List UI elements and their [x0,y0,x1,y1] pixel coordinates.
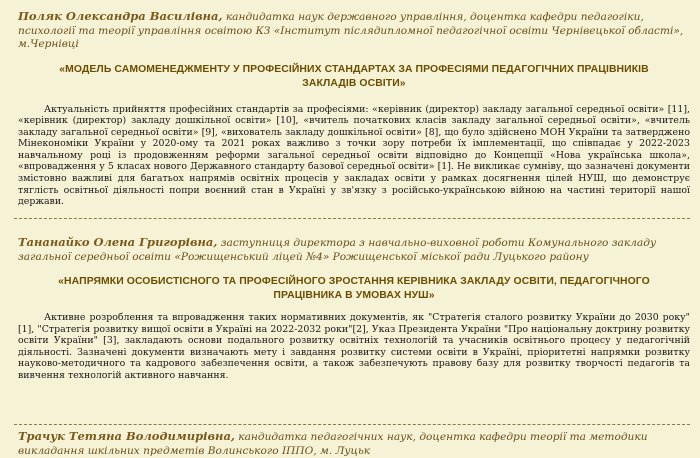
separator [14,218,690,219]
article-title: «НАПРЯМКИ ОСОБИСТІСНОГО ТА ПРОФЕСІЙНОГО ЗРОСТАННЯ КЕРІВНИКА ЗАКЛАДУ ОСВІТИ, ПЕДАГОГІЧНОГО ПРАЦІВНИКА В УМОВАХ НУШ» [58,276,650,301]
author-affiliation: кандидатка педагогічних наук, доцентка кафедри теорії та методики викладання шкільних предметів Волинського ІППО, м. Луцьк [18,431,648,457]
author-line [18,10,690,52]
article-abstract: Актуальність прийняття професійних стандартів за професіями: «керівник (директор) закладу загальної середньої освіти» [11], «керівник (директор) закладу дошкільної освіти» [10], «вчитель початкових класів закладу загальної середньої освіти», «вчитель закладу загальної середньої освіти» [9], «вихователь закладу дошкільної освіти» [8], що було здійснено МОН України та затверджено Мінекономіки України у 2020-ому та 2021 роках важливо з точки зору потреби їх імплементації, що співпадає у 2022-2023 навчальному році із продовженням реформи загальної середньої освіти відповідно до Концепції «Нова українська школа», «впровадження у 5 класах нового Державного стандарту базової середньої освіти» [1]. Не викликає сумніву, що зазначені документи змістовно важливі для багатьох напрямів освітніх процесів у закладах освіти у рамках досягнення цілей НУШ, що демонструє тяглість освітньої діяльності попри воєнний стан в Україні у зв'язку з російсько-українською війною на частині території нашої держави. [18,103,690,208]
author-line [18,430,690,458]
author-name: Трачук Тетяна Володимирівна, [18,429,235,443]
entry-polyak [18,10,690,208]
author-line [18,236,690,264]
article-title: «МОДЕЛЬ САМОМЕНЕДЖМЕНТУ У ПРОФЕСІЙНИХ СТАНДАРТАХ ЗА ПРОФЕСІЯМИ ПЕДАГОГІЧНИХ ПРАЦІВНИКІВ ЗАКЛАДІВ ОСВІТИ» [59,63,649,89]
entry-trachuk [18,430,690,458]
separator [14,424,690,425]
author-name: Тананайко Олена Григорівна, [18,235,218,249]
author-name: Поляк Олександра Василівна, [18,9,223,23]
author-affiliation: кандидатка наук державного управління, доцентка кафедри педагогіки, психології та теорії управління освітою КЗ «Інститут післядипломної педагогічної освіти Чернівецької області», м.Чернівці [18,11,684,50]
entry-tananaiko [18,236,690,382]
article-abstract: Активне розроблення та впровадження таких нормативних документів, як "Стратегія сталого розвитку України до 2030 року"[1], "Стратегія розвитку вищої освіти в Україні на 2022-2032 роки"[2], Указ Президента України "Про національну доктрину розвитку освіти України" [3], закладають основи подального розвитку освітніх технологій та учасників освітнього процесу у педагогічній діяльності. Зазначені документи визначають мету і завдання розвитку системи освіти в Україні, пріоритетні напрямки розвитку науково-методичного та кадрового забезпечення освіти, а також забезпечують правову базу для розвитку творчості педагогів та вивчення технологій активного навчання. [18,312,690,381]
author-affiliation: заступниця директора з навчально-виховної роботи Комунального закладу загальної середньої освіти «Рожищенський ліцей №4» Рожищенської міської ради Луцького району [18,237,657,263]
